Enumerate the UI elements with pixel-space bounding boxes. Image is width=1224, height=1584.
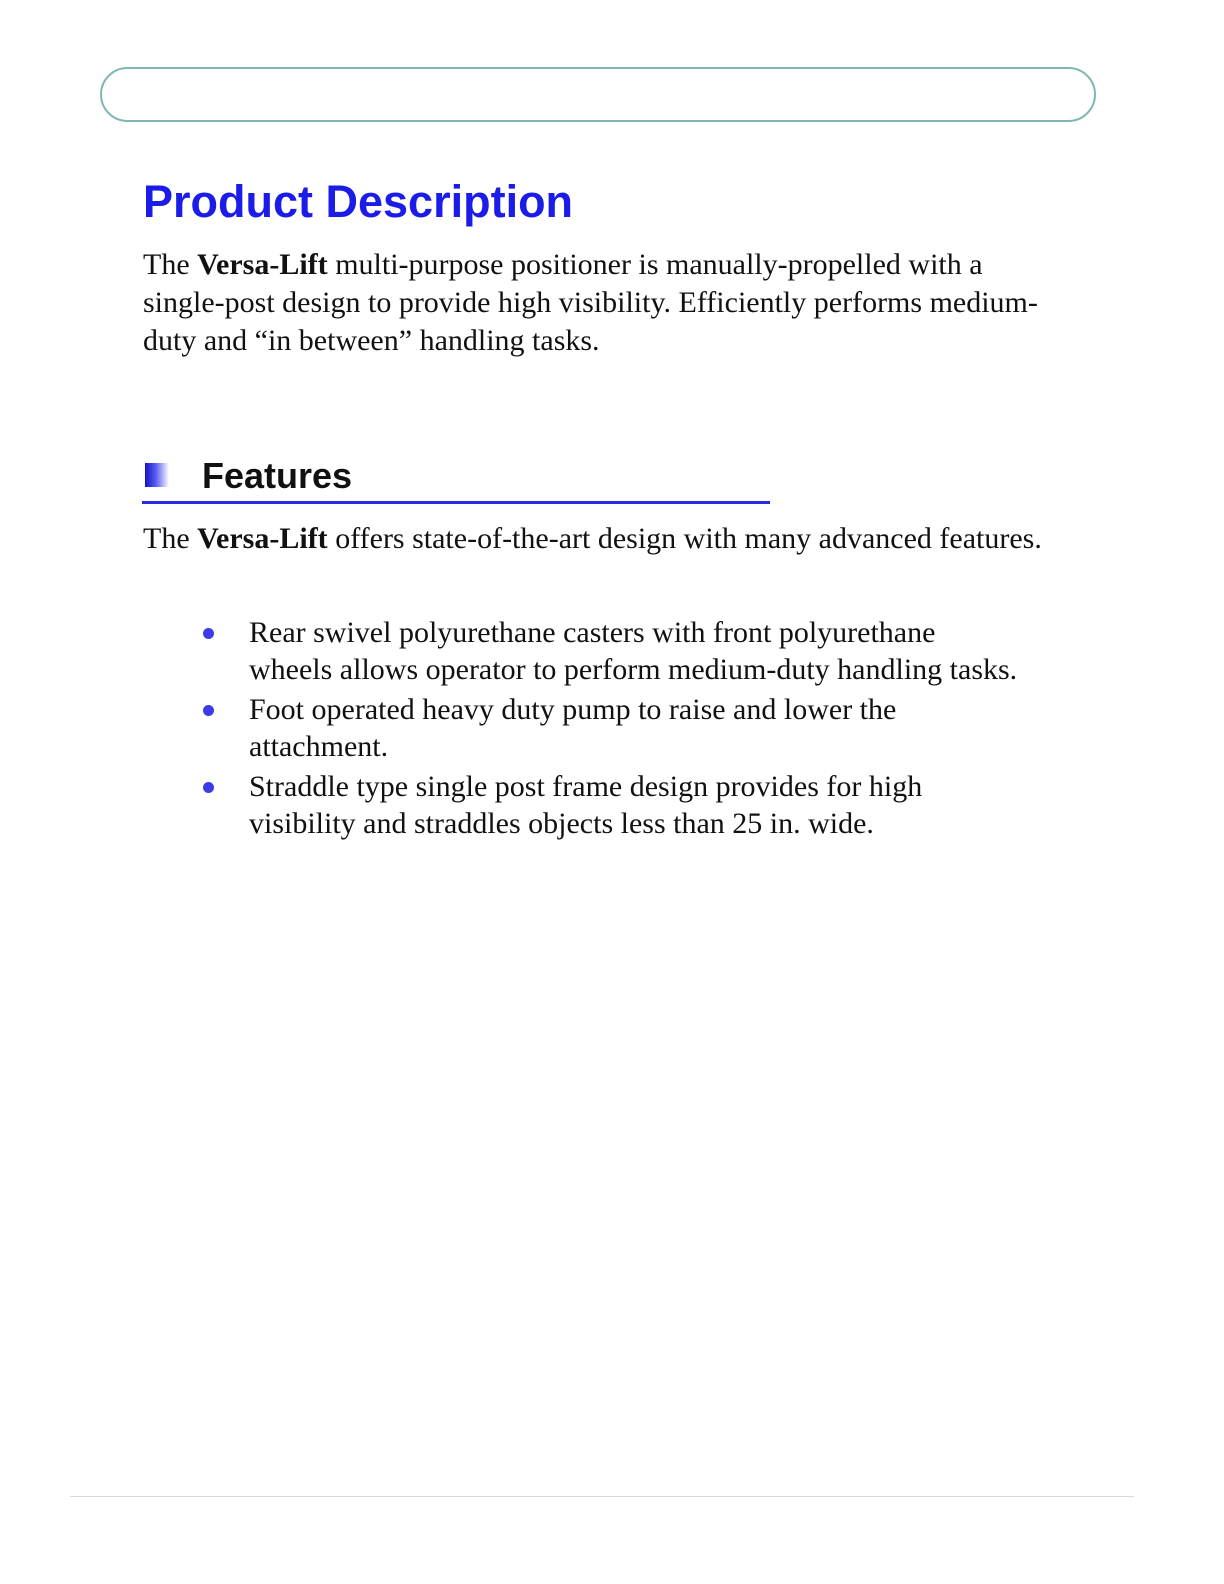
feature-item	[200, 614, 1020, 688]
bullet-dot-icon	[203, 782, 214, 793]
feature-text: Straddle type single post frame design provides for high visibility and straddles objects less than 25 in. wide.	[249, 770, 923, 840]
features-intro-text: offers state-of-the-art design with many advanced features.	[327, 522, 1042, 555]
feature-item	[200, 691, 1020, 765]
features-product-name: Versa-Lift	[197, 522, 328, 555]
feature-text: Foot operated heavy duty pump to raise and lower the attachment.	[249, 693, 897, 763]
feature-text: Rear swivel polyurethane casters with front polyurethane wheels allows operator to perform medium-duty handling tasks.	[249, 616, 1018, 686]
features-intro-paragraph	[143, 520, 1043, 558]
product-name: Versa-Lift	[197, 248, 328, 281]
header-frame	[100, 67, 1096, 122]
intro-text: multi-purpose positioner is manually-propelled with a single-post design to provide high visibility. Efficiently performs medium-duty and “in between” handling tasks.	[143, 248, 1038, 357]
features-intro-prefix: The	[143, 522, 198, 555]
bullet-dot-icon	[203, 628, 214, 639]
features-heading: Features	[202, 455, 353, 496]
feature-list	[200, 614, 1020, 845]
page-title: Product Description	[143, 176, 574, 227]
features-section-header	[142, 454, 770, 504]
feature-item	[200, 768, 1020, 842]
gradient-square-icon	[145, 463, 169, 487]
footer-divider	[70, 1496, 1134, 1497]
intro-prefix: The	[143, 248, 198, 281]
product-intro-paragraph	[143, 246, 1063, 360]
bullet-dot-icon	[203, 705, 214, 716]
